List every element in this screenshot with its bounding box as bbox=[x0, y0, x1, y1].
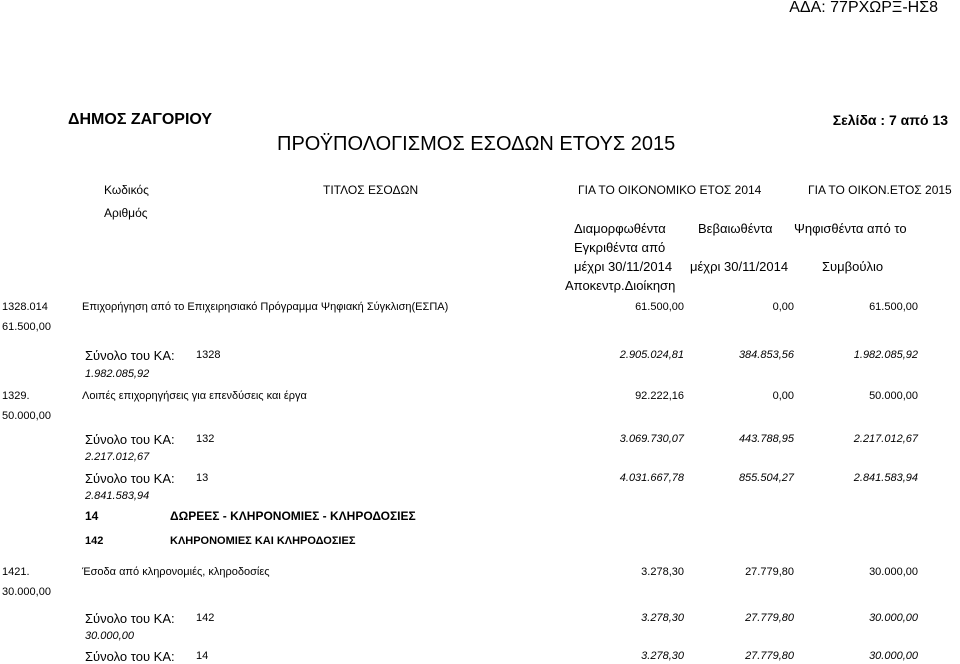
row-title: Έσοδα από κληρονομιές, κληροδοσίες bbox=[82, 566, 270, 578]
subtotal-formed: 3.278,30 bbox=[641, 650, 684, 662]
subtotal-label: Σύνολο του ΚΑ: bbox=[85, 611, 175, 626]
subtotal-code: 1328 bbox=[196, 349, 221, 361]
subtotal-formed: 2.905.024,81 bbox=[619, 349, 684, 361]
row-formed: 3.278,30 bbox=[641, 566, 684, 578]
subtotal-label: Σύνολο του ΚΑ: bbox=[85, 649, 175, 664]
subtotal-voted: 30.000,00 bbox=[869, 650, 918, 662]
page-number: Σελίδα : 7 από 13 bbox=[832, 112, 948, 128]
column-formed: Διαμορφωθέντα bbox=[574, 221, 666, 236]
subtotal-voted: 1.982.085,92 bbox=[853, 349, 918, 361]
subtotal-label: Σύνολο του ΚΑ: bbox=[85, 471, 175, 486]
column-until-date-1: μέχρι 30/11/2014 bbox=[574, 259, 673, 274]
subtotal-code: 14 bbox=[196, 650, 209, 662]
column-budget-2015: ΓΙΑ ΤΟ ΟΙΚΟΝ.ΕΤΟΣ 2015 bbox=[808, 183, 952, 197]
subtotal-approved: 1.982.085,92 bbox=[85, 368, 150, 380]
column-number-label: Αριθμός bbox=[104, 206, 148, 220]
subtotal-code: 132 bbox=[196, 433, 215, 445]
subtotal-certified: 443.788,95 bbox=[738, 433, 794, 445]
row-certified: 0,00 bbox=[772, 301, 794, 313]
page-title: ΠΡΟΫΠΟΛΟΓΙΣΜΟΣ ΕΣΟΔΩΝ ΕΤΟΥΣ 2015 bbox=[277, 133, 676, 155]
subtotal-formed: 3.069.730,07 bbox=[619, 433, 684, 445]
row-voted: 61.500,00 bbox=[869, 301, 918, 313]
row-approved: 30.000,00 bbox=[2, 586, 51, 598]
row-title: Επιχορήγηση από το Επιχειρησιακό Πρόγραμμα Ψηφιακή Σύγκλιση(ΕΣΠΑ) bbox=[82, 301, 449, 313]
subtotal-certified: 27.779,80 bbox=[745, 612, 794, 624]
row-formed: 61.500,00 bbox=[635, 301, 684, 313]
subtotal-formed: 3.278,30 bbox=[641, 612, 684, 624]
row-certified: 0,00 bbox=[772, 390, 794, 402]
column-code-label: Κωδικός bbox=[104, 183, 149, 197]
subtotal-approved: 2.217.012,67 bbox=[85, 451, 150, 463]
subtotal-voted: 2.841.583,94 bbox=[853, 472, 918, 484]
subtotal-approved: 30.000,00 bbox=[85, 630, 134, 642]
column-title-label: ΤΙΤΛΟΣ ΕΣΟΔΩΝ bbox=[323, 183, 419, 197]
subtotal-certified: 384.853,56 bbox=[738, 349, 794, 361]
subtotal-code: 13 bbox=[196, 472, 209, 484]
column-council: Συμβούλιο bbox=[822, 259, 884, 274]
row-code: 1421. bbox=[2, 566, 30, 578]
subtotal-label: Σύνολο του ΚΑ: bbox=[85, 432, 175, 447]
organization-name: ΔΗΜΟΣ ΖΑΓΟΡΙΟΥ bbox=[68, 111, 213, 128]
row-approved: 50.000,00 bbox=[2, 410, 51, 422]
column-approved-by: Εγκριθέντα από bbox=[574, 240, 666, 255]
subtotal-approved: 2.841.583,94 bbox=[85, 490, 150, 502]
subtotal-code: 142 bbox=[196, 612, 215, 624]
section-code: 14 bbox=[85, 509, 99, 523]
row-code: 1329. bbox=[2, 390, 30, 402]
ada-stamp: ΑΔΑ: 77ΡΧΩΡΞ-ΗΣ8 bbox=[789, 0, 938, 16]
column-certified: Βεβαιωθέντα bbox=[698, 221, 773, 236]
section-title: ΚΛΗΡΟΝΟΜΙΕΣ ΚΑΙ ΚΛΗΡΟΔΟΣΙΕΣ bbox=[170, 535, 356, 547]
column-budget-2014: ΓΙΑ ΤΟ ΟΙΚΟΝΟΜΙΚΟ ΕΤΟΣ 2014 bbox=[578, 183, 762, 197]
section-title: ΔΩΡΕΕΣ - ΚΛΗΡΟΝΟΜΙΕΣ - ΚΛΗΡΟΔΟΣΙΕΣ bbox=[170, 509, 416, 523]
row-voted: 30.000,00 bbox=[869, 566, 918, 578]
column-until-date-2: μέχρι 30/11/2014 bbox=[690, 259, 789, 274]
column-decentral-admin: Αποκεντρ.Διοίκηση bbox=[565, 278, 676, 293]
row-formed: 92.222,16 bbox=[635, 390, 684, 402]
subtotal-certified: 27.779,80 bbox=[745, 650, 794, 662]
row-certified: 27.779,80 bbox=[745, 566, 794, 578]
subtotal-formed: 4.031.667,78 bbox=[619, 472, 684, 484]
subtotal-voted: 2.217.012,67 bbox=[853, 433, 918, 445]
subtotal-certified: 855.504,27 bbox=[738, 472, 794, 484]
row-code: 1328.014 bbox=[2, 301, 48, 313]
row-title: Λοιπές επιχορηγήσεις για επενδύσεις και έργα bbox=[82, 390, 307, 402]
row-voted: 50.000,00 bbox=[869, 390, 918, 402]
subtotal-label: Σύνολο του ΚΑ: bbox=[85, 348, 175, 363]
subtotal-voted: 30.000,00 bbox=[869, 612, 918, 624]
column-voted: Ψηφισθέντα από το bbox=[794, 221, 907, 236]
row-approved: 61.500,00 bbox=[2, 321, 51, 333]
section-code: 142 bbox=[85, 535, 104, 547]
